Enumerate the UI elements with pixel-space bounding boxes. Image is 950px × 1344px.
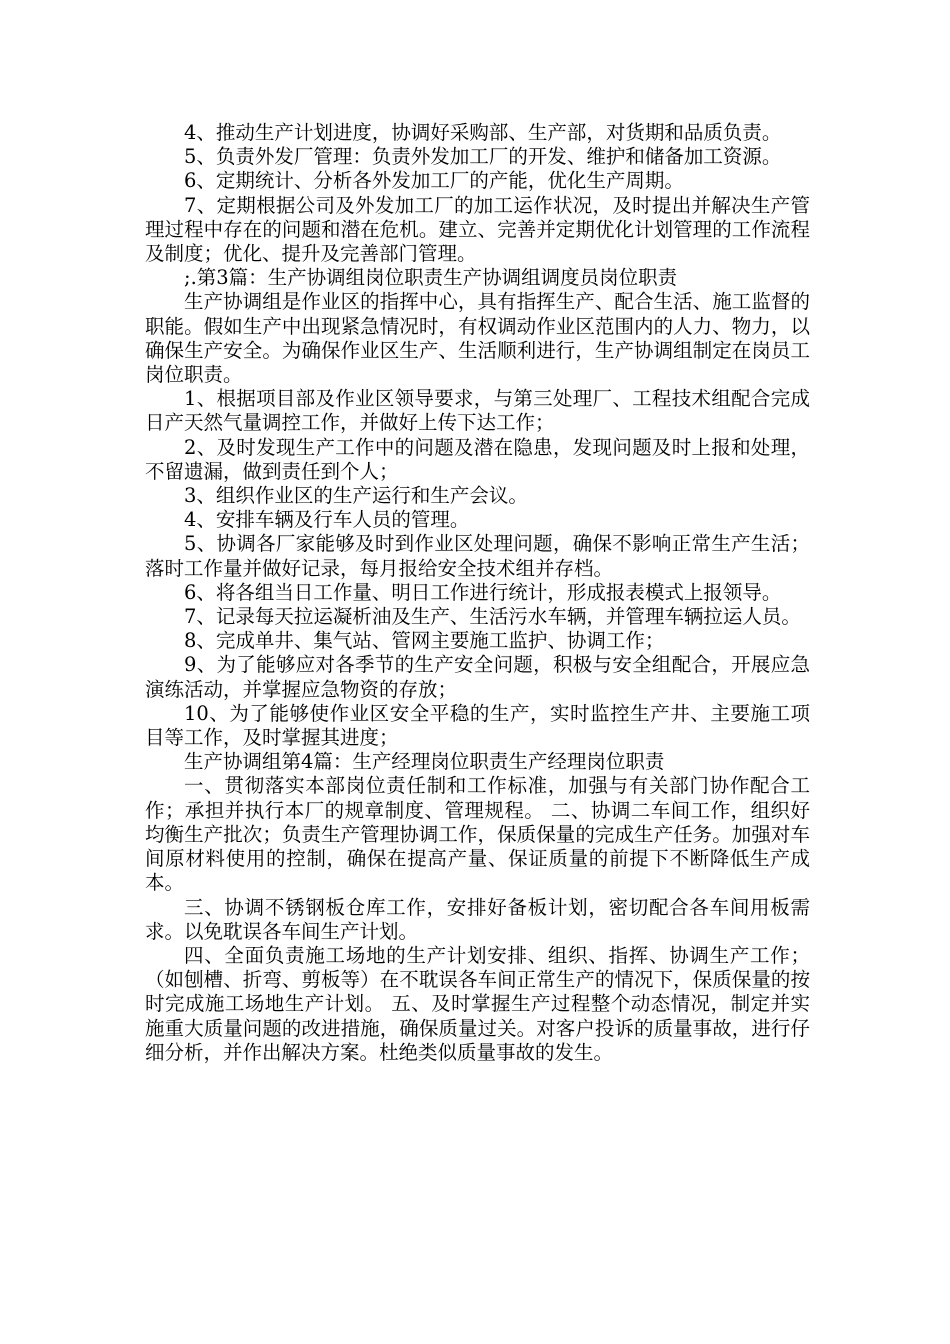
section-heading: 生产协调组第4篇：生产经理岗位职责生产经理岗位职责 bbox=[184, 750, 665, 774]
paragraph: 三、协调不锈钢板仓库工作，安排好备板计划，密切配合各车间用板需求。以免耽误各车间生产计划。 bbox=[145, 895, 810, 943]
paragraph: 5、协调各厂家能够及时到作业区处理问题，确保不影响正常生产生活；落时工作量并做好记录，每月报给安全技术组并存档。 bbox=[145, 532, 810, 580]
paragraph: 一、贯彻落实本部岗位责任制和工作标准，加强与有关部门协作配合工作；承担并执行本厂的规章制度、管理规程。 二、协调二车间工作，组织好均衡生产批次；负责生产管理协调工作，保质保量的完成生产任务。加强对车间原材料使用的控制，确保在提高产量、保证质量的前提下不断降低生产成本。 bbox=[145, 774, 810, 895]
paragraph: 4、推动生产计划进度，协调好采购部、生产部，对货期和品质负责。 bbox=[184, 121, 782, 144]
paragraph: 8、完成单井、集气站、管网主要施工监护、协调工作； bbox=[184, 629, 665, 653]
paragraph: 生产协调组是作业区的指挥中心，具有指挥生产、配合生活、施工监督的职能。假如生产中出现紧急情况时，有权调动作业区范围内的人力、物力，以确保生产安全。为确保作业区生产、生活顺利进行，生产协调组制定在岗员工岗位职责。 bbox=[145, 290, 810, 387]
document-page bbox=[145, 121, 810, 1065]
paragraph: 5、负责外发厂管理：负责外发加工厂的开发、维护和储备加工资源。 bbox=[184, 145, 782, 169]
paragraph: 10、为了能够使作业区安全平稳的生产，实时监控生产井、主要施工项目等工作，及时掌握其进度； bbox=[145, 701, 810, 750]
paragraph: 6、定期统计、分析各外发加工厂的产能，优化生产周期。 bbox=[184, 169, 684, 193]
paragraph: 4、安排车辆及行车人员的管理。 bbox=[184, 508, 470, 532]
paragraph: 四、全面负责施工场地的生产计划安排、组织、指挥、协调生产工作；（如刨槽、折弯、剪板等）在不耽误各车间正常生产的情况下，保质保量的按时完成施工场地生产计划。 五、及时掌握生产过程整个动态情况，制定并实施重大质量问题的改进措施，确保质量过关。对客户投诉的质量事故，进行仔细分析，并作出解决方案。杜绝类似质量事故的发生。 bbox=[145, 943, 810, 1064]
section-heading: ;.第3篇：生产协调组岗位职责生产协调组调度员岗位职责 bbox=[184, 266, 678, 290]
paragraph: 9、为了能够应对各季节的生产安全问题，积极与安全组配合，开展应急演练活动，并掌握应急物资的存放； bbox=[145, 653, 810, 701]
paragraph: 6、将各组当日工作量、明日工作进行统计，形成报表模式上报领导。 bbox=[184, 580, 782, 604]
paragraph: 2、及时发现生产工作中的问题及潜在隐患，发现问题及时上报和处理，不留遗漏，做到责任到个人； bbox=[145, 435, 810, 483]
paragraph: 3、组织作业区的生产运行和生产会议。 bbox=[184, 484, 528, 508]
paragraph: 7、定期根据公司及外发加工厂的加工运作状况，及时提出并解决生产管理过程中存在的问题和潜在危机。建立、完善并定期优化计划管理的工作流程及制度；优化、提升及完善部门管理。 bbox=[145, 193, 810, 266]
paragraph: 1、根据项目部及作业区领导要求，与第三处理厂、工程技术组配合完成日产天然气量调控工作，并做好上传下达工作； bbox=[145, 387, 810, 435]
paragraph: 7、记录每天拉运凝析油及生产、生活污水车辆，并管理车辆拉运人员。 bbox=[184, 605, 801, 629]
